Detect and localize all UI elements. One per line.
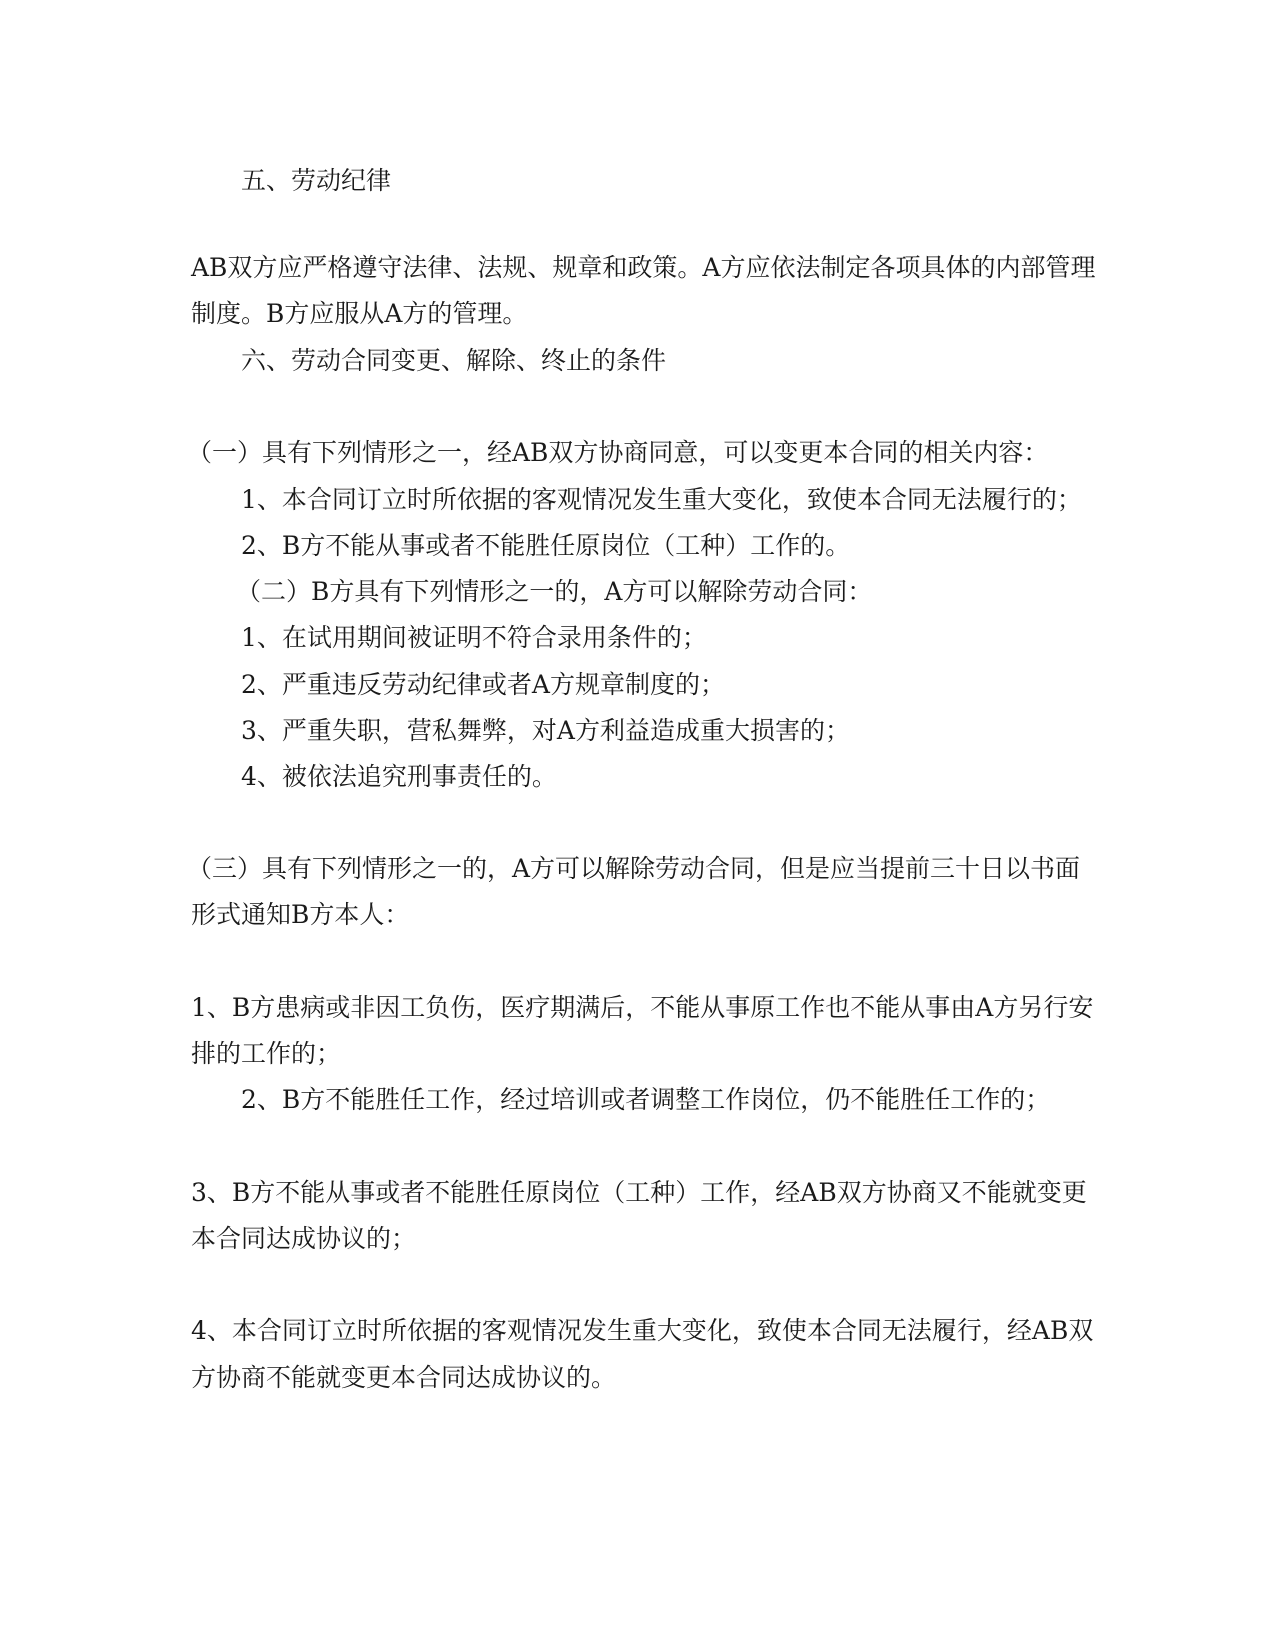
section-heading-labor-discipline: 五、劳动纪律 — [241, 166, 392, 195]
list-item: 2、严重违反劳动纪律或者A方规章制度的； — [241, 670, 725, 699]
clause-heading: （三）具有下列情形之一的，A方可以解除劳动合同，但是应当提前三十日以书面 — [187, 854, 1081, 883]
list-item: 1、在试用期间被证明不符合录用条件的； — [241, 623, 707, 652]
list-item: 3、B方不能从事或者不能胜任原岗位（工种）工作，经AB双方协商又不能就变更 — [191, 1178, 1087, 1207]
list-item-continuation: 排的工作的； — [191, 1039, 342, 1068]
list-item: 2、B方不能胜任工作，经过培训或者调整工作岗位，仍不能胜任工作的； — [241, 1085, 1051, 1114]
clause-heading: （二）B方具有下列情形之一的，A方可以解除劳动合同： — [236, 577, 873, 606]
paragraph-line: 制度。B方应服从A方的管理。 — [191, 299, 528, 328]
list-item-continuation: 方协商不能就变更本合同达成协议的。 — [191, 1363, 617, 1392]
list-item: 2、B方不能从事或者不能胜任原岗位（工种）工作的。 — [241, 531, 851, 560]
section-heading-contract-change: 六、劳动合同变更、解除、终止的条件 — [241, 346, 667, 375]
paragraph-line: AB双方应严格遵守法律、法规、规章和政策。A方应依法制定各项具体的内部管理 — [191, 253, 1096, 282]
list-item: 1、本合同订立时所依据的客观情况发生重大变化，致使本合同无法履行的； — [241, 485, 1082, 514]
paragraph-line: 形式通知B方本人： — [191, 900, 410, 929]
list-item-continuation: 本合同达成协议的； — [191, 1224, 417, 1253]
list-item: 3、严重失职，营私舞弊，对A方利益造成重大损害的； — [241, 716, 850, 745]
list-item: 4、被依法追究刑事责任的。 — [241, 762, 557, 791]
list-item: 1、B方患病或非因工负伤，医疗期满后，不能从事原工作也不能从事由A方另行安 — [191, 993, 1094, 1022]
list-item: 4、本合同订立时所依据的客观情况发生重大变化，致使本合同无法履行，经AB双 — [191, 1316, 1094, 1345]
clause-heading: （一）具有下列情形之一，经AB双方协商同意，可以变更本合同的相关内容： — [187, 438, 1049, 467]
